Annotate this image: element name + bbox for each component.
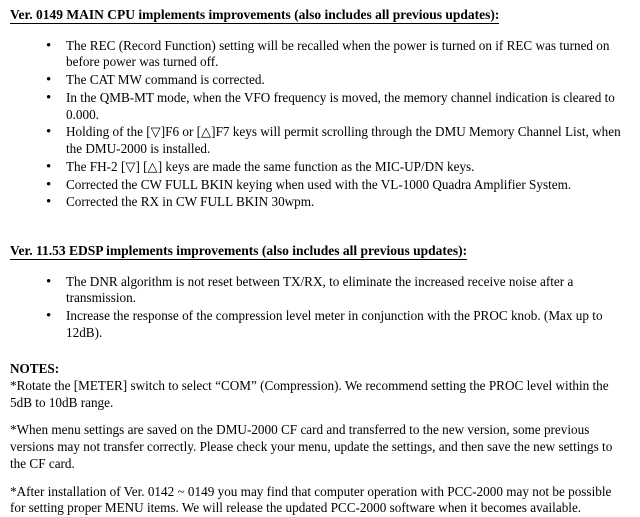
section-heading-main-cpu-wrap [10,6,630,30]
list-item: • In the QMB-MT mode, when the VFO frequency is moved, the memory channel indication is cleared to 0.000. [46,90,630,124]
list-item: • Corrected the RX in CW FULL BKIN 30wpm. [46,194,630,211]
section-heading-edsp: Ver. 11.53 EDSP implements improvements (also includes all previous updates): [10,243,468,259]
list-item: • Holding of the [▽]F6 or [△]F7 keys will permit scrolling through the DMU Memory Channel List, when the DMU-2000 is installed. [46,124,630,158]
list-item: • Increase the response of the compression level meter in conjunction with the PROC knob. (Max up to 12dB). [46,308,630,342]
list-item: • Corrected the CW FULL BKIN keying when used with the VL-1000 Quadra Amplifier System. [46,177,630,194]
list-item: • The REC (Record Function) setting will be recalled when the power is turned on if REC was turned on before power was turned off. [46,38,630,72]
note-paragraph: *After installation of Ver. 0142 ~ 0149 you may find that computer operation with PCC-2000 may not be possible for setting proper MENU items. We will release the updated PCC-2000 software when it becomes available. [10,483,612,516]
note-paragraph: *When menu settings are saved on the DMU-2000 CF card and transferred to the new version, some previous versions may not transfer correctly. Please check your menu, update the settings, and then save the new settings to the CF card. [10,422,613,471]
list-item: • The DNR algorithm is not reset between TX/RX, to eliminate the increased receive noise after a transmission. [46,274,630,308]
bullet-list-main-cpu [10,38,630,212]
list-item: • The CAT MW command is corrected. [46,72,630,89]
list-item: • The FH-2 [▽] [△] keys are made the same function as the MIC-UP/DN keys. [46,159,630,176]
notes-title: NOTES: [10,360,60,376]
section-heading-edsp-wrap [10,242,630,266]
section-heading-main-cpu: Ver. 0149 MAIN CPU implements improvements (also includes all previous updates): [10,7,500,22]
bullet-list-edsp [10,274,630,342]
section-spacer [10,212,630,242]
notes-spacer [10,343,630,361]
note-paragraph: *Rotate the [METER] switch to select “COM” (Compression). We recommend setting the PROC level within the 5dB to 10dB range. [10,377,609,410]
